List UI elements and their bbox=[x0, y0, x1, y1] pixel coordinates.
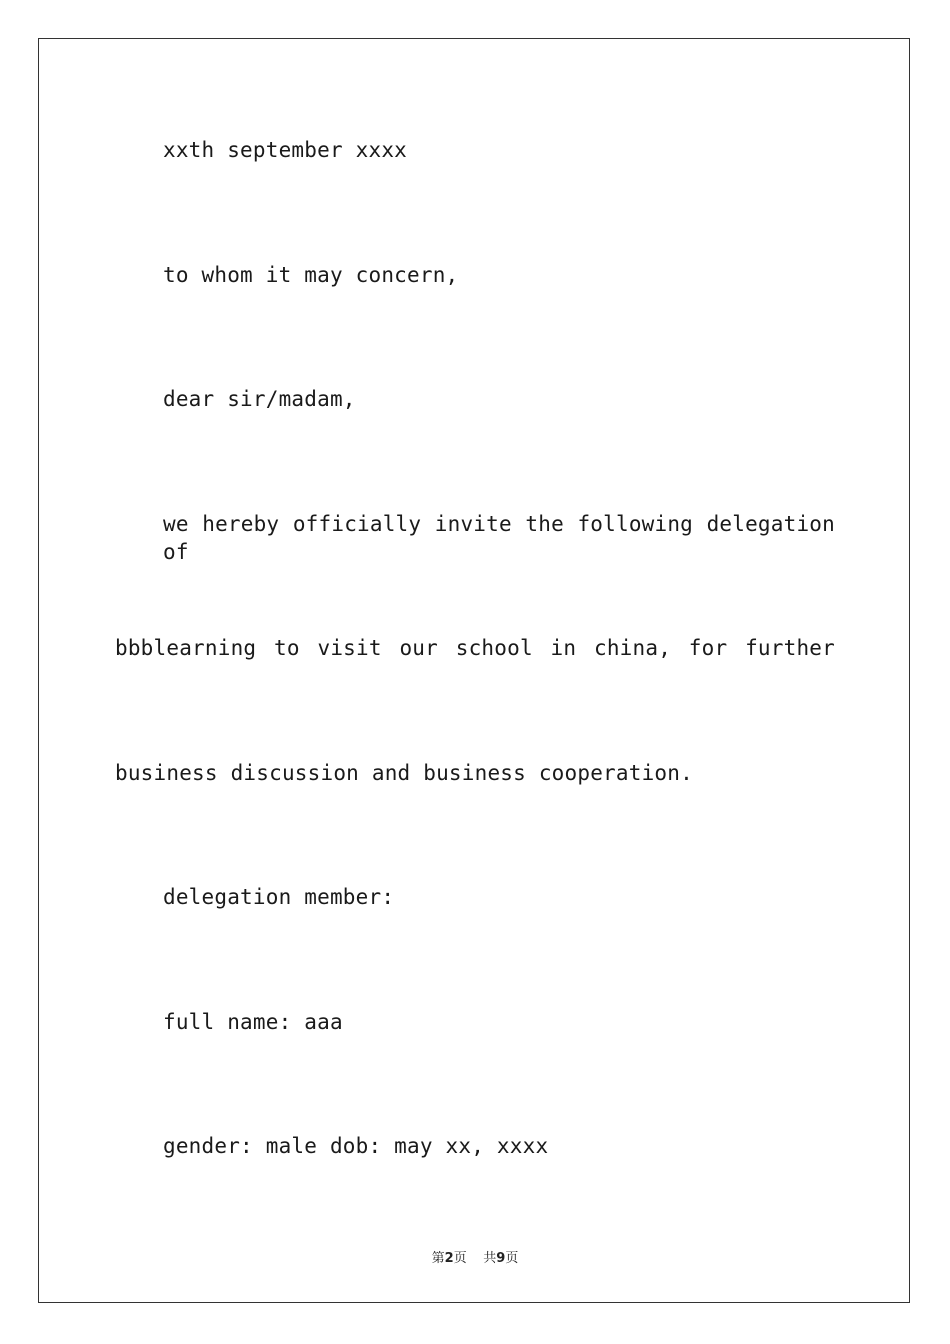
body-paragraph-line-2: bbblearning to visit our school in china, for further bbox=[115, 636, 835, 660]
page-number: 2 bbox=[444, 1251, 454, 1266]
body-paragraph-line-3: business discussion and business cooperation. bbox=[115, 761, 693, 785]
letter-salutation: dear sir/madam, bbox=[163, 387, 356, 411]
total-suffix: 页 bbox=[505, 1251, 519, 1266]
total-pages: 9 bbox=[496, 1251, 506, 1266]
page-footer bbox=[0, 1247, 950, 1266]
page-frame bbox=[38, 38, 910, 1303]
total-prefix: 共 bbox=[483, 1251, 497, 1266]
page-prefix: 第 bbox=[431, 1251, 445, 1266]
body-paragraph-line-1: we hereby officially invite the following delegation of bbox=[163, 512, 835, 564]
letter-addressee: to whom it may concern, bbox=[163, 263, 459, 287]
page-suffix: 页 bbox=[453, 1251, 467, 1266]
member-gender-dob: gender: male dob: may xx, xxxx bbox=[163, 1134, 549, 1158]
member-full-name: full name: aaa bbox=[163, 1010, 343, 1034]
delegation-heading: delegation member: bbox=[163, 885, 395, 909]
letter-date: xxth september xxxx bbox=[163, 138, 408, 162]
